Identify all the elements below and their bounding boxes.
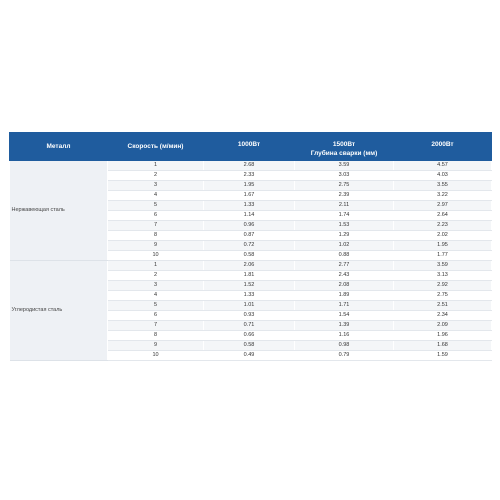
depth-cell: 1.52: [204, 281, 295, 291]
depth-cell: 0.58: [204, 251, 295, 261]
depth-cell: 2.75: [394, 291, 492, 301]
depth-cell: 1.67: [204, 191, 295, 201]
header-depth: Глубина сварки (мм): [295, 150, 394, 161]
depth-cell: 2.75: [295, 181, 394, 191]
depth-cell: 1.95: [204, 181, 295, 191]
depth-cell: 2.02: [394, 231, 492, 241]
speed-cell: 2: [108, 271, 204, 281]
speed-cell: 8: [108, 231, 204, 241]
depth-cell: 1.33: [204, 201, 295, 211]
header-speed: Скорость (м/мин): [108, 133, 204, 161]
depth-cell: 2.97: [394, 201, 492, 211]
depth-cell: 2.77: [295, 261, 394, 271]
depth-cell: 3.22: [394, 191, 492, 201]
depth-cell: 2.43: [295, 271, 394, 281]
speed-cell: 6: [108, 211, 204, 221]
depth-cell: 0.58: [204, 341, 295, 351]
depth-cell: 0.96: [204, 221, 295, 231]
header-power-1500: 1500Вт: [295, 133, 394, 150]
speed-cell: 8: [108, 331, 204, 341]
speed-cell: 1: [108, 161, 204, 171]
depth-cell: 1.16: [295, 331, 394, 341]
depth-cell: 2.09: [394, 321, 492, 331]
speed-cell: 9: [108, 341, 204, 351]
depth-cell: 2.39: [295, 191, 394, 201]
depth-cell: 1.29: [295, 231, 394, 241]
depth-cell: 3.59: [295, 161, 394, 171]
depth-cell: 3.03: [295, 171, 394, 181]
depth-cell: 1.33: [204, 291, 295, 301]
depth-cell: 1.81: [204, 271, 295, 281]
welding-depth-table: [9, 132, 492, 361]
depth-cell: 0.93: [204, 311, 295, 321]
header-power-1000: 1000Вт: [204, 133, 295, 150]
depth-cell: 2.92: [394, 281, 492, 291]
depth-cell: 0.71: [204, 321, 295, 331]
depth-cell: 4.57: [394, 161, 492, 171]
depth-cell: 3.13: [394, 271, 492, 281]
depth-cell: 0.72: [204, 241, 295, 251]
speed-cell: 2: [108, 171, 204, 181]
depth-cell: 2.23: [394, 221, 492, 231]
depth-cell: 3.55: [394, 181, 492, 191]
speed-cell: 3: [108, 281, 204, 291]
depth-cell: 0.88: [295, 251, 394, 261]
table-row: [10, 261, 492, 271]
speed-cell: 3: [108, 181, 204, 191]
speed-cell: 9: [108, 241, 204, 251]
speed-cell: 10: [108, 351, 204, 361]
metal-cell: Нержавеющая сталь: [10, 161, 108, 261]
depth-cell: 1.68: [394, 341, 492, 351]
depth-cell: 2.51: [394, 301, 492, 311]
speed-cell: 4: [108, 291, 204, 301]
depth-cell: 1.39: [295, 321, 394, 331]
depth-cell: 1.02: [295, 241, 394, 251]
depth-cell: 1.54: [295, 311, 394, 321]
speed-cell: 6: [108, 311, 204, 321]
depth-cell: 4.03: [394, 171, 492, 181]
depth-cell: 3.59: [394, 261, 492, 271]
depth-cell: 1.53: [295, 221, 394, 231]
depth-cell: 2.08: [295, 281, 394, 291]
depth-cell: 1.77: [394, 251, 492, 261]
speed-cell: 10: [108, 251, 204, 261]
table-header: [10, 133, 492, 161]
depth-cell: 1.89: [295, 291, 394, 301]
speed-cell: 7: [108, 221, 204, 231]
speed-cell: 1: [108, 261, 204, 271]
depth-cell: 2.34: [394, 311, 492, 321]
depth-cell: 1.71: [295, 301, 394, 311]
speed-cell: 7: [108, 321, 204, 331]
depth-cell: 0.87: [204, 231, 295, 241]
depth-cell: 1.14: [204, 211, 295, 221]
table-body: [10, 161, 492, 361]
table-row: [10, 161, 492, 171]
depth-cell: 0.79: [295, 351, 394, 361]
depth-cell: 1.01: [204, 301, 295, 311]
depth-cell: 1.59: [394, 351, 492, 361]
metal-cell: Углеродистая сталь: [10, 261, 108, 361]
depth-cell: 2.64: [394, 211, 492, 221]
depth-cell: 2.33: [204, 171, 295, 181]
depth-cell: 0.98: [295, 341, 394, 351]
depth-cell: 2.06: [204, 261, 295, 271]
depth-cell: 0.49: [204, 351, 295, 361]
header-metal: Металл: [10, 133, 108, 161]
speed-cell: 5: [108, 301, 204, 311]
depth-cell: 0.66: [204, 331, 295, 341]
speed-cell: 4: [108, 191, 204, 201]
header-power-2000: 2000Вт: [394, 133, 492, 150]
depth-cell: 1.95: [394, 241, 492, 251]
depth-cell: 1.96: [394, 331, 492, 341]
speed-cell: 5: [108, 201, 204, 211]
depth-cell: 1.74: [295, 211, 394, 221]
depth-cell: 2.11: [295, 201, 394, 211]
depth-cell: 2.68: [204, 161, 295, 171]
